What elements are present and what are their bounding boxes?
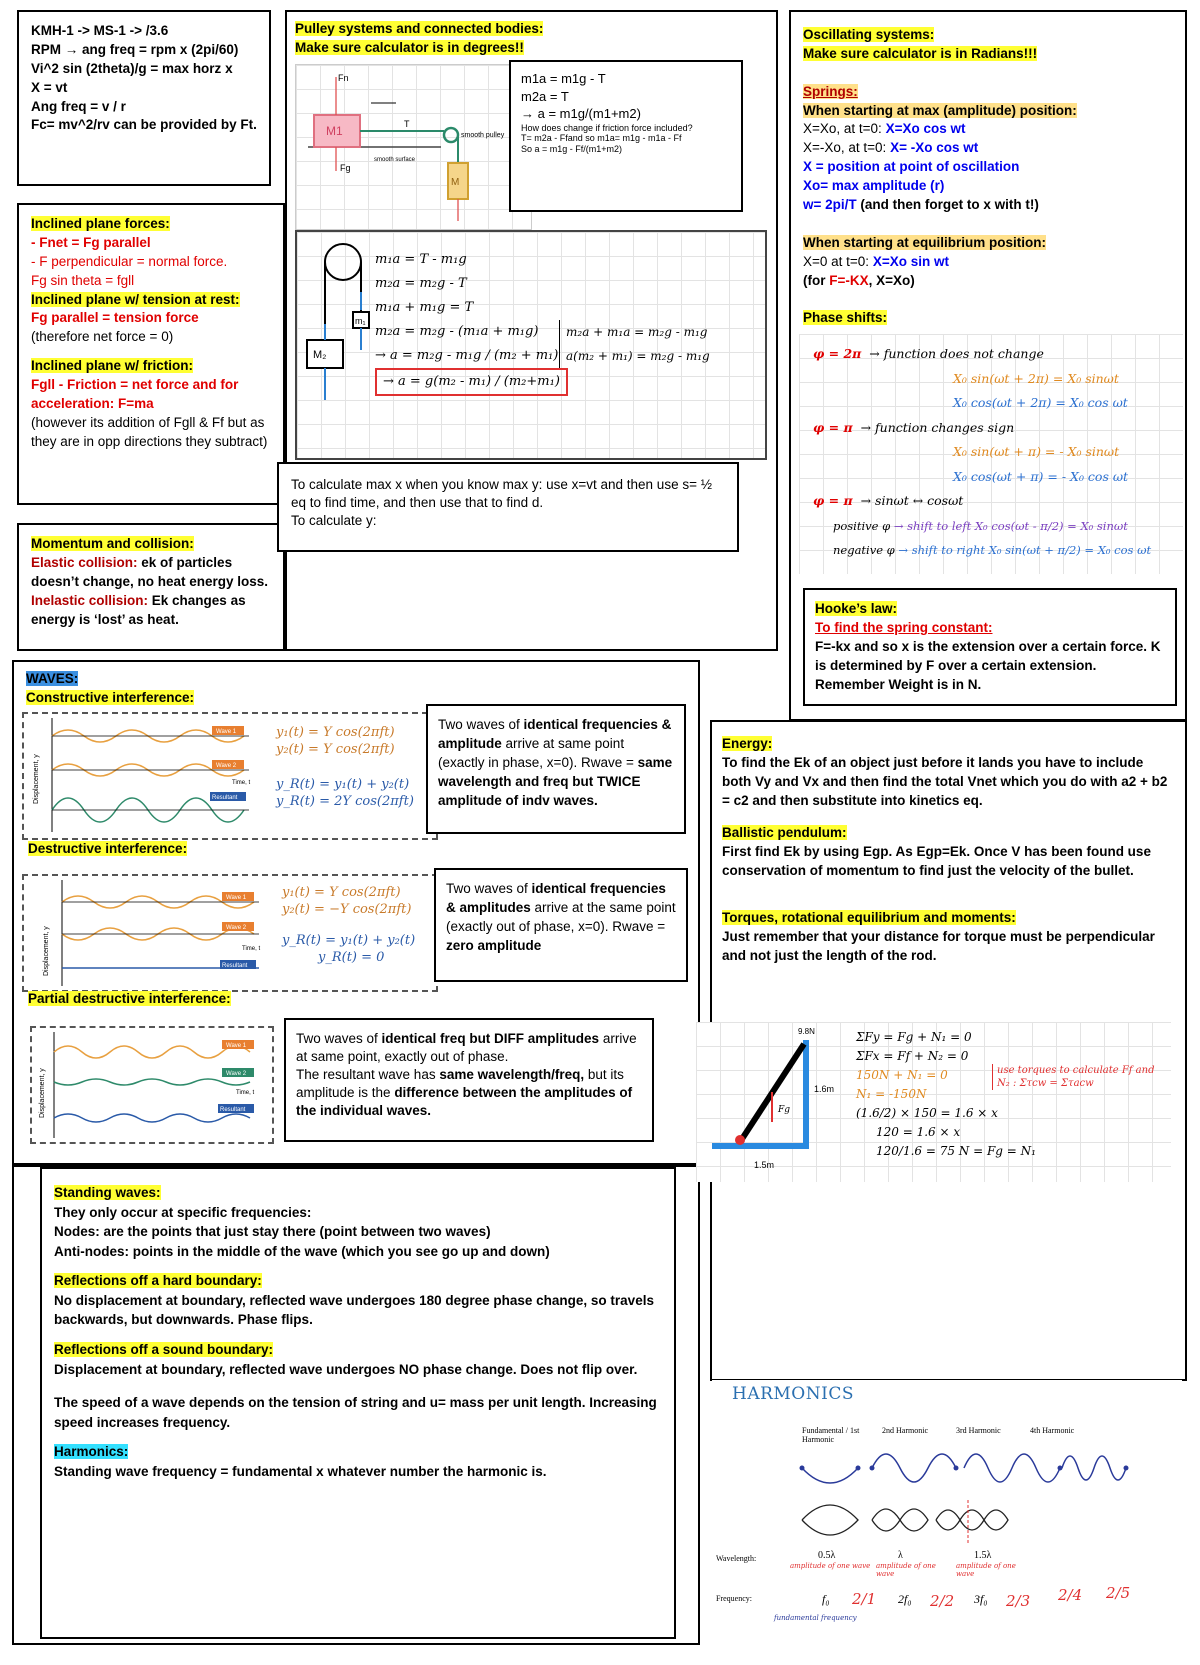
pulley-note: T= m2a - Ffand so m1a= m1g - m1a - Ff (521, 133, 682, 144)
hand-eq: m₂a = m₂g - (m₁a + m₁g) (375, 324, 539, 339)
phase-lhs: positive φ (833, 518, 891, 533)
phase-note: X₀ sin(ωt + 2π) = X₀ sinωt (953, 370, 1119, 386)
wave-text: arrive at same point (exactly in phase, x=0). Rwave = (438, 735, 638, 770)
hand-eq: m₁a + m₁g = T (375, 300, 474, 315)
constructive-diagram (22, 712, 438, 840)
constructive-text (426, 704, 686, 834)
phase-lhs: negative φ (833, 543, 895, 557)
energy-text: To find the Ek of an object just before it lands you have to include both Vy and Vx and then find the total Vnet which you do with a2 + b2 = c2 and then substitute into kinetics eq. (722, 755, 1168, 809)
osc-eq: X=Xo sin wt (872, 253, 949, 269)
wave-text: The resultant wave has (296, 1066, 440, 1082)
wave-text: Two waves of (296, 1031, 382, 1046)
osc-heading: Oscillating systems: (803, 27, 935, 42)
kinematics-line: KMH-1 -> MS-1 -> /3.6 (31, 23, 169, 38)
elastic-label: Elastic collision: (31, 554, 138, 570)
harmonic-ratio: 2/3 (1006, 1592, 1031, 1610)
hand-eq: a(m₂ + m₁) = m₂g - m₁g (566, 349, 710, 363)
standing-text: They only occur at specific frequencies: (54, 1204, 312, 1220)
legend-wave1: Wave 1 (226, 895, 247, 901)
wave-text: Two waves of (438, 717, 524, 732)
m2-label: M (451, 177, 460, 188)
wave-text: but its amplitude is the (296, 1066, 624, 1100)
destructive-diagram (22, 874, 438, 992)
osc-text: (and then forget to x with t!) (856, 197, 1039, 213)
wave-eq: y₂(t) = −Y cos(2πft) (282, 902, 412, 917)
fn-label: Fn (338, 73, 349, 83)
harmonics-figure (712, 1380, 1182, 1642)
hand-eq: m₂a = m₂g - T (375, 276, 467, 291)
fundamental-note: fundamental frequency (774, 1614, 857, 1622)
phase-heading: Phase shifts: (803, 310, 888, 326)
tension-label: T (404, 119, 410, 129)
kinematics-line: Vi^2 sin (2theta)/g = max horz x (31, 60, 233, 76)
inclined-line: (however its addition of Fgll & Ff but as they are in opp directions they subtract) (31, 414, 268, 449)
axis-label: Displacement, y (39, 1068, 46, 1118)
wave-text: zero amplitude (446, 937, 542, 953)
phase-note: X₀ sin(ωt + π) = - X₀ sinωt (953, 444, 1120, 459)
osc-eq: w= 2pi/T (803, 197, 857, 213)
osc-text: , X=Xo) (868, 272, 915, 288)
energy-heading: Energy: (722, 736, 773, 751)
hooke-heading: Hooke’s law: (815, 601, 898, 616)
torque-eq: (1.6/2) × 150 = 1.6 × x (856, 1106, 998, 1120)
inclined-heading: Inclined plane w/ tension at rest: (31, 291, 240, 307)
inelastic-label: Inelastic collision: (31, 592, 149, 608)
pulley-eq: m1a = m1g - T (521, 71, 606, 86)
energy-heading: Ballistic pendulum: (722, 824, 847, 840)
hooke-text: F=-kx and so x is the extension over a certain force. K is determined by F over a certain extension. Remember Weight is in N. (815, 638, 1161, 692)
hooke-box (803, 588, 1177, 706)
springs-heading: Springs: (803, 83, 858, 99)
phase-lhs: φ = π (813, 493, 853, 508)
torque-eq: 120 = 1.6 × x (876, 1125, 961, 1139)
pulley-derivation (295, 230, 767, 460)
partial-heading: Partial destructive interference: (28, 991, 231, 1006)
osc-text: X=-Xo, at t=0: (803, 140, 891, 156)
oscillating-box (789, 10, 1187, 721)
standing-waves-box (12, 1165, 700, 1645)
inclined-line: Fg sin theta = fgll (31, 272, 135, 288)
hooke-subheading: To find the spring constant: (815, 619, 993, 635)
phase-note: → function does not change (869, 346, 1044, 361)
standing-heading: Reflections off a sound boundary: (54, 1341, 274, 1357)
osc-text: X=0 at t=0: (803, 253, 873, 269)
standing-text: Anti-nodes: points in the middle of the wave (which you see go up and down) (54, 1243, 550, 1259)
harmonic-col: 4th Harmonic (1030, 1426, 1075, 1435)
wave-eq: y₁(t) = Y cos(2πft) (276, 725, 395, 740)
kinematics-box (17, 10, 271, 186)
inclined-line: Fgll - Friction = net force and for acceleration: F=ma (31, 377, 239, 412)
wavelength-value: 1.5λ (974, 1550, 992, 1561)
inclined-line: (therefore net force = 0) (31, 329, 174, 345)
phase-lhs: φ = 2π (813, 346, 862, 361)
osc-eq: X=Xo cos wt (885, 121, 966, 137)
osc-subheading: When starting at equilibrium position: (803, 234, 1046, 250)
phase-note: → function changes sign (860, 419, 1015, 435)
axis-label: Time, t (242, 946, 261, 952)
energy-text: Just remember that your distance for torque must be perpendicular and not just the length of the rod. (722, 929, 1155, 964)
frequency-value: f₀ (822, 1592, 830, 1606)
phase-note: → sinωt ↔ cosωt (860, 493, 964, 508)
pulley-heading: Make sure calculator is in degrees!! (295, 39, 524, 55)
calc-box (277, 462, 739, 552)
torque-eq: ΣFx = Ff + N₂ = 0 (856, 1049, 969, 1063)
fg-label: Fg (340, 163, 351, 173)
phase-note: → shift to left X₀ cos(ωt - π/2) = X₀ sinωt (893, 518, 1128, 533)
wavelength-value: λ (898, 1550, 903, 1561)
partial-diagram (30, 1026, 274, 1144)
wave-eq: y₁(t) = Y cos(2πft) (282, 885, 401, 900)
pulley-diagram (295, 64, 532, 230)
legend-wave1: Wave 1 (226, 1043, 247, 1049)
torque-diagram (696, 1022, 1171, 1182)
inclined-plane-box (17, 203, 285, 505)
hand-eq: m₁a = T - m₁g (375, 252, 467, 267)
standing-heading: Standing waves: (54, 1185, 161, 1200)
legend-wave1: Wave 1 (216, 729, 237, 735)
torque-width-label: 1.5m (754, 1160, 775, 1170)
hand-eq: → a = g(m₂ - m₁) / (m₂+m₁) (375, 368, 568, 396)
wavelength-note: amplitude of one wave (790, 1562, 871, 1570)
constructive-heading: Constructive interference: (26, 689, 195, 705)
momentum-heading: Momentum and collision: (31, 536, 194, 551)
wave-eq: y_R(t) = y₁(t) + y₂(t) (276, 777, 410, 792)
torque-eq: ΣFy = Fg + N₁ = 0 (856, 1030, 972, 1044)
standing-text: Nodes: are the points that just stay there (point between two waves) (54, 1224, 491, 1240)
legend-wave2: Wave 2 (226, 925, 247, 931)
wave-text: same wavelength and freq but TWICE amplitude of indv waves. (438, 754, 673, 808)
frequency-value: 3f₀ (974, 1592, 988, 1606)
axis-label: Displacement, y (33, 754, 40, 804)
elastic-text: ek of particles doesn’t change, no heat energy loss. (31, 554, 269, 589)
kinematics-line: X = vt (31, 79, 68, 95)
osc-eq: X= -Xo cos wt (890, 140, 979, 156)
inclined-line: Fg parallel = tension force (31, 310, 199, 326)
axis-label: Displacement, y (43, 926, 50, 976)
legend-wave2: Wave 2 (226, 1071, 247, 1077)
harmonic-col: 3rd Harmonic (956, 1426, 1001, 1435)
phase-note: → shift to right X₀ sin(ωt + π/2) = X₀ cos ωt (898, 543, 1152, 557)
torque-top-label: 9.8N (798, 1027, 815, 1036)
energy-text: First find Ek by using Egp. As Egp=Ek. Once V has been found use conservation of momentum to find just the velocity of the bullet. (722, 843, 1151, 878)
wave-text: identical frequencies & amplitudes (446, 881, 666, 915)
kinematics-line: RPM → ang freq = rpm x (2pi/60) (31, 41, 239, 57)
standing-inner (40, 1167, 676, 1639)
axis-label: Time, t (236, 1090, 255, 1096)
torque-note: use torques to calculate Ff and N₂ : Στcw = Στacw (992, 1064, 1167, 1090)
wavelength-note: amplitude of one wave (956, 1562, 1016, 1578)
wave-eq: y_R(t) = 2Y cos(2πft) (276, 794, 414, 809)
legend-resultant: Resultant (220, 1107, 246, 1113)
wave-eq: y_R(t) = y₁(t) + y₂(t) (282, 933, 416, 948)
hand-m2: M₂ (313, 349, 327, 361)
harmonic-col: Fundamental / 1st Harmonic (802, 1426, 860, 1444)
osc-eq: X = position at point of oscillation (803, 159, 1020, 175)
inclined-line: - Fnet = Fg parallel (31, 234, 151, 250)
phase-shift-notes (799, 334, 1183, 574)
pulley-heading: Pulley systems and connected bodies: (295, 21, 544, 36)
inclined-heading: Inclined plane w/ friction: (31, 358, 194, 374)
wave-text: arrive at same point, exactly out of phase. (296, 1031, 637, 1064)
torque-eq: 150N + N₁ = 0 (856, 1068, 948, 1082)
destructive-text (434, 868, 688, 982)
wavelength-label: Wavelength: (716, 1554, 757, 1563)
standing-text: Displacement at boundary, reflected wave undergoes NO phase change. Does not flip over. (54, 1361, 638, 1377)
hand-m1: m₁ (355, 316, 366, 326)
legend-wave2: Wave 2 (216, 763, 237, 769)
wavelength-note: amplitude of one wave (876, 1562, 936, 1578)
frequency-label: Frequency: (716, 1594, 752, 1603)
momentum-box (17, 523, 285, 651)
torque-eq: N₁ = -150N (856, 1087, 927, 1101)
axis-label: Time, t (232, 780, 251, 786)
wave-text: arrive at the same point (exactly out of phase, x=0). Rwave = (446, 899, 676, 934)
m1-label: M1 (326, 124, 343, 138)
torque-height-label: 1.6m (814, 1084, 835, 1094)
osc-subheading: When starting at max (amplitude) position: (803, 102, 1077, 118)
osc-text: (for (803, 272, 830, 288)
inclined-line: - F perpendicular = normal force. (31, 253, 228, 269)
energy-heading: Torques, rotational equilibrium and moments: (722, 910, 1016, 926)
phase-lhs: φ = π (813, 419, 853, 435)
wave-eq: y₂(t) = Y cos(2πft) (276, 742, 395, 757)
torque-eq: 120/1.6 = 75 N = Fg = N₁ (876, 1144, 1036, 1158)
wavelength-value: 0.5λ (818, 1550, 836, 1561)
harmonics-heading: Harmonics: (54, 1444, 129, 1460)
kinematics-line: Fc= mv^2/rv can be provided by Ft. (31, 117, 257, 133)
calc-text: To calculate max x when you know max y: use x=vt and then use s= ½ eq to find time, and then use that to find d. (291, 477, 712, 511)
standing-heading: Reflections off a hard boundary: (54, 1273, 262, 1289)
pulley-note: How does change if friction force included? (521, 122, 693, 133)
smooth-pulley-label: smooth pulley (461, 132, 505, 139)
phase-note: X₀ cos(ωt + π) = - X₀ cos ωt (953, 468, 1129, 484)
waves-box (12, 660, 700, 1165)
harmonic-ratio: 2/4 (1058, 1586, 1083, 1604)
energy-box (710, 720, 1187, 1381)
standing-text: The speed of a wave depends on the tension of string and u= mass per unit length. Increasing speed increases frequency. (54, 1395, 657, 1430)
pulley-box (285, 10, 778, 651)
osc-heading: Make sure calculator is in Radians!!! (803, 45, 1038, 61)
osc-text: X=Xo, at t=0: (803, 121, 886, 137)
standing-text: No displacement at boundary, reflected wave undergoes 180 degree phase change, so travels backwards, but downwards. Phase flips. (54, 1292, 654, 1328)
hand-eq: → a = m₂g - m₁g / (m₂ + m₁) (375, 348, 559, 363)
harmonics-title: HARMONICS (732, 1384, 854, 1404)
pulley-note: So a = m1g - Ff/(m1+m2) (521, 144, 623, 155)
wave-text: identical freq but DIFF amplitudes (381, 1031, 600, 1046)
frequency-value: 2f₀ (898, 1592, 912, 1606)
wave-text: difference between the amplitudes of the individual waves. (296, 1084, 633, 1118)
destructive-heading: Destructive interference: (28, 841, 188, 856)
waves-heading: WAVES: (26, 671, 79, 686)
harmonic-ratio: 2/2 (930, 1592, 955, 1610)
partial-text (284, 1018, 654, 1142)
standing-text: Standing wave frequency = fundamental x whatever number the harmonic is. (54, 1463, 547, 1479)
wave-text: same wavelength/freq, (439, 1066, 585, 1082)
pulley-eq: m2a = T (521, 88, 569, 104)
calc-text: To calculate y: (291, 513, 377, 529)
harmonic-ratio: 2/5 (1106, 1584, 1131, 1602)
wave-text: Two waves of (446, 881, 532, 896)
smooth-surface-label: smooth surface (374, 157, 416, 163)
osc-eq: Xo= max amplitude (r) (803, 178, 945, 194)
hand-eq: m₂a + m₁a = m₂g - m₁g (566, 325, 708, 339)
legend-resultant: Resultant (222, 963, 248, 969)
phase-note: X₀ cos(ωt + 2π) = X₀ cos ωt (953, 395, 1128, 410)
wave-eq: y_R(t) = 0 (318, 950, 385, 965)
harmonic-ratio: 2/1 (852, 1590, 877, 1608)
osc-eq: F=-KX (829, 272, 869, 288)
inelastic-text: Ek changes as energy is ‘lost’ as heat. (31, 592, 246, 627)
kinematics-line: Ang freq = v / r (31, 98, 126, 114)
torque-fg-label: Fg (778, 1105, 791, 1115)
harmonic-col: 2nd Harmonic (882, 1426, 928, 1435)
legend-resultant: Resultant (212, 795, 238, 801)
pulley-equations (509, 60, 743, 212)
wave-text: identical frequencies & amplitude (438, 717, 672, 751)
pulley-eq: → a = m1g/(m1+m2) (521, 106, 641, 122)
inclined-heading: Inclined plane forces: (31, 216, 170, 231)
